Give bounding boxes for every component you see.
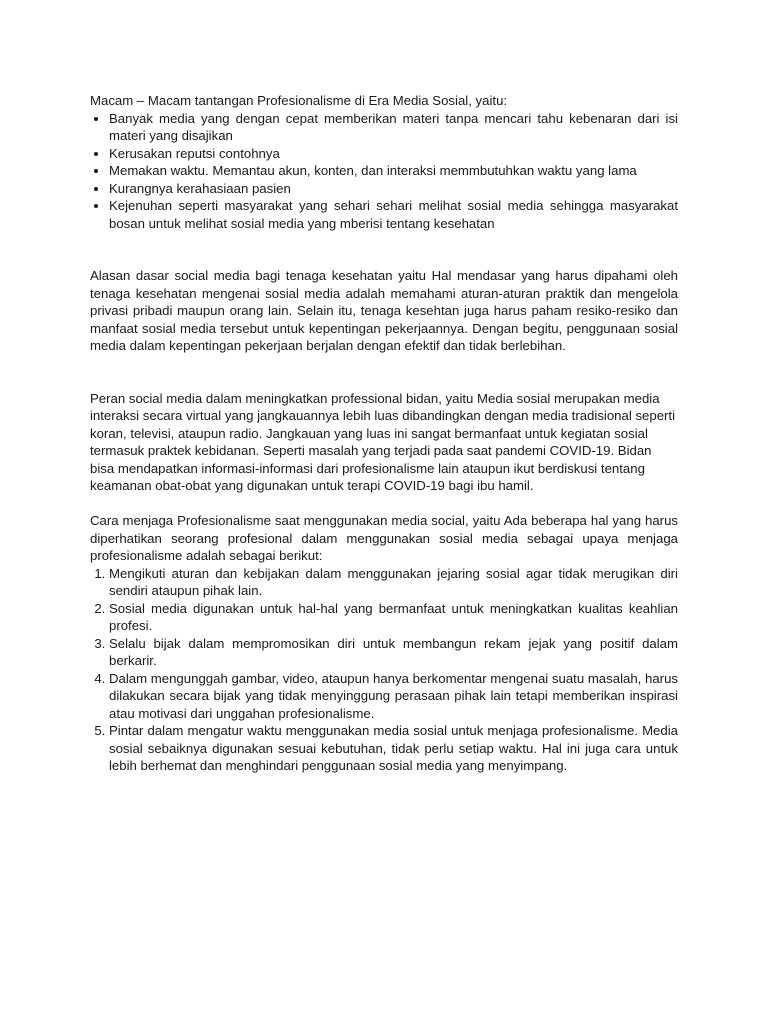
challenges-list	[90, 110, 678, 233]
list-item: • Kurangnya kerahasiaan pasien	[109, 180, 678, 198]
role-paragraph: Peran social media dalam meningkatkan professional bidan, yaitu Media sosial merupakan media interaksi secara virtual yang jangkauannya lebih luas dibandingkan dengan media tradisional seperti koran, televisi, ataupun radio. Jangkauan yang luas ini sangat bermanfaat untuk kegiatan sosial termasuk praktek kebidanan. Seperti masalah yang terjadi pada saat pandemi COVID-19. Bidan bisa mendapatkan informasi-informasi dari profesionalisme lain ataupun ikut berdiskusi tentang keamanan obat-obat yang digunakan untuk terapi COVID-19 bagi ibu hamil.	[90, 390, 676, 493]
list-item: 3. Selalu bijak dalam mempromosikan diri untuk membangun rekam jejak yang positif dalam berkarir.	[109, 635, 678, 670]
spacer	[90, 355, 678, 390]
list-item: • Kerusakan reputsi contohnya	[109, 145, 678, 163]
maintain-list	[90, 565, 678, 775]
spacer	[90, 232, 678, 267]
list-item: • Kejenuhan seperti masyarakat yang sehari sehari melihat sosial media sehingga masyarakat bosan untuk melihat sosial media yang mberisi tentang kesehatan	[109, 197, 678, 232]
document-page	[90, 92, 678, 775]
list-item: 2. Sosial media digunakan untuk hal-hal yang bermanfaat untuk meningkatkan kualitas keahlian profesi.	[109, 600, 678, 635]
list-item: 5. Pintar dalam mengatur waktu menggunakan media sosial untuk menjaga profesionalisme. Media sosial sebaiknya digunakan sesuai kebutuhan, tidak perlu setiap waktu. Hal ini juga cara untuk lebih berhemat dan menghindari penggunaan sosial media yang menyimpang.	[109, 722, 678, 775]
challenges-heading: Macam – Macam tantangan Profesionalisme di Era Media Sosial, yaitu:	[90, 93, 508, 108]
reasons-paragraph: Alasan dasar social media bagi tenaga kesehatan yaitu Hal mendasar yang harus dipahami oleh tenaga kesehatan mengenai sosial media adalah memahami aturan-aturan praktik dan mengelola privasi pribadi maupun orang lain. Selain itu, tenaga kesehtan juga harus paham resiko-resiko dan manfaat sosial media tersebut untuk kepentingan pekerjaannya. Dengan begitu, penggunaan sosial media dalam kepentingan pekerjaan berjalan dengan efektif dan tidak berlebihan.	[90, 268, 678, 353]
list-item: 1. Mengikuti aturan dan kebijakan dalam menggunakan jejaring sosial agar tidak merugikan diri sendiri ataupun pihak lain.	[109, 565, 678, 600]
spacer	[90, 495, 678, 513]
list-item: 4. Dalam mengunggah gambar, video, ataupun hanya berkomentar mengenai suatu masalah, harus dilakukan secara bijak yang tidak menyinggung perasaan pihak lain tetapi memberikan inspirasi atau motivasi dari unggahan profesionalisme.	[109, 670, 678, 723]
maintain-intro-paragraph: Cara menjaga Profesionalisme saat menggunakan media social, yaitu Ada beberapa hal yang harus diperhatikan seorang profesional dalam menggunakan sosial media sebagai upaya menjaga profesionalisme adalah sebagai berikut:	[90, 513, 678, 563]
list-item: • Banyak media yang dengan cepat memberikan materi tanpa mencari tahu kebenaran dari isi materi yang disajikan	[109, 110, 678, 145]
list-item: • Memakan waktu. Memantau akun, konten, dan interaksi memmbutuhkan waktu yang lama	[109, 162, 678, 180]
